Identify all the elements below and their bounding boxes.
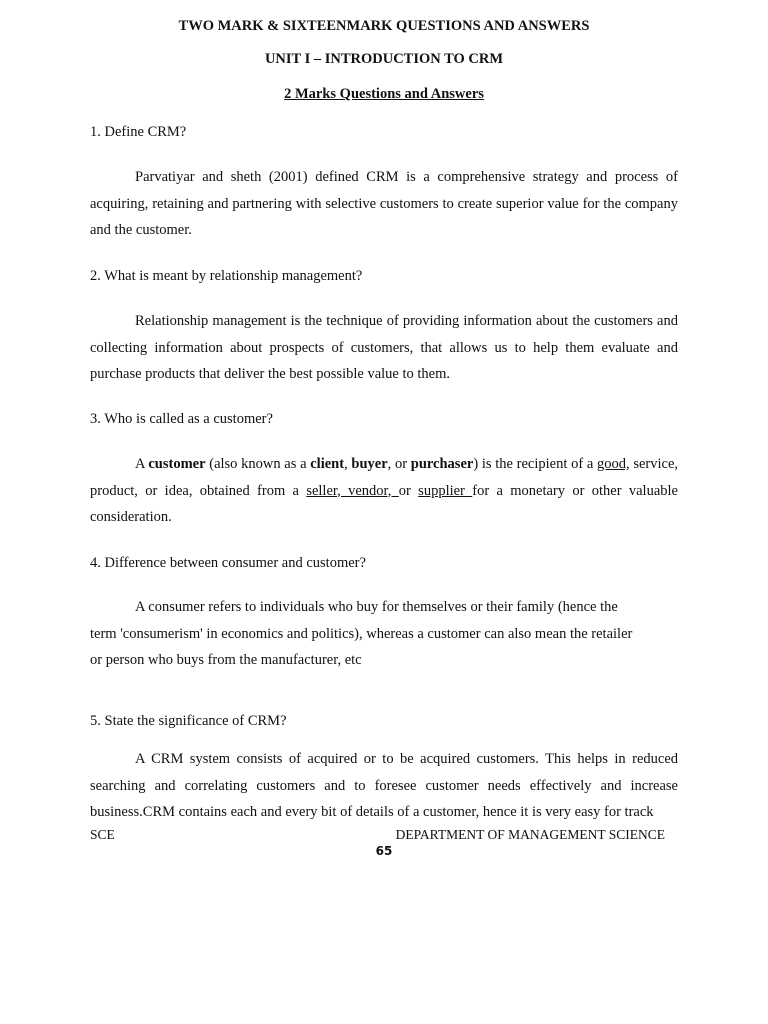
question-1: 1. Define CRM? bbox=[90, 124, 187, 140]
term-client: client bbox=[310, 456, 345, 472]
footer-right: DEPARTMENT OF MANAGEMENT SCIENCE bbox=[395, 827, 665, 842]
question-3: 3. Who is called as a customer? bbox=[90, 411, 273, 427]
unit-title: UNIT I – INTRODUCTION TO CRM bbox=[264, 51, 504, 67]
question-2: 2. What is meant by relationship management? bbox=[90, 268, 363, 284]
link-good[interactable]: good, bbox=[597, 456, 630, 472]
answer-5: A CRM system consists of acquired or to be acquired customers. This helps in reduced searching and correlating customers and to foresee customer needs effectively and increase business.CRM contains each and every bit of details of a customer, hence it is very easy for track bbox=[90, 751, 678, 820]
link-seller-vendor[interactable]: seller, vendor, bbox=[306, 482, 399, 499]
section-title: 2 Marks Questions and Answers bbox=[284, 86, 484, 102]
term-purchaser: purchaser bbox=[410, 456, 474, 472]
answer-4 bbox=[90, 594, 678, 674]
term-customer: customer bbox=[148, 456, 206, 472]
answer-4-line-3: or person who buys from the manufacturer, etc bbox=[90, 652, 362, 668]
answer-4-line-2: term 'consumerism' in economics and politics), whereas a customer can also mean the retailer bbox=[90, 625, 633, 642]
footer-left: SCE bbox=[90, 827, 115, 842]
page-number: 65 bbox=[375, 844, 393, 858]
answer-4-line-1: A consumer refers to individuals who buy for themselves or their family (hence the bbox=[135, 599, 618, 615]
answer-2: Relationship management is the technique of providing information about the customers and collecting information about prospects of customers, that allows us to help them evaluate and purchase products that deliver the best possible value to them. bbox=[90, 313, 678, 382]
question-5: 5. State the significance of CRM? bbox=[90, 713, 287, 729]
term-buyer: buyer bbox=[351, 456, 388, 472]
question-4: 4. Difference between consumer and customer? bbox=[90, 555, 366, 571]
document-title: TWO MARK & SIXTEENMARK QUESTIONS AND ANSWERS bbox=[178, 18, 590, 34]
answer-3: A customer (also known as a client, buyer, or purchaser) is the recipient of a good, service, product, or idea, obtained from a seller, vendor, or supplier for a monetary or other valuable consideration. bbox=[90, 456, 679, 525]
link-supplier[interactable]: supplier bbox=[418, 482, 473, 499]
answer-1: Parvatiyar and sheth (2001) defined CRM is a comprehensive strategy and process of acquiring, retaining and partnering with selective customers to create superior value for the company and the customer. bbox=[90, 169, 678, 238]
